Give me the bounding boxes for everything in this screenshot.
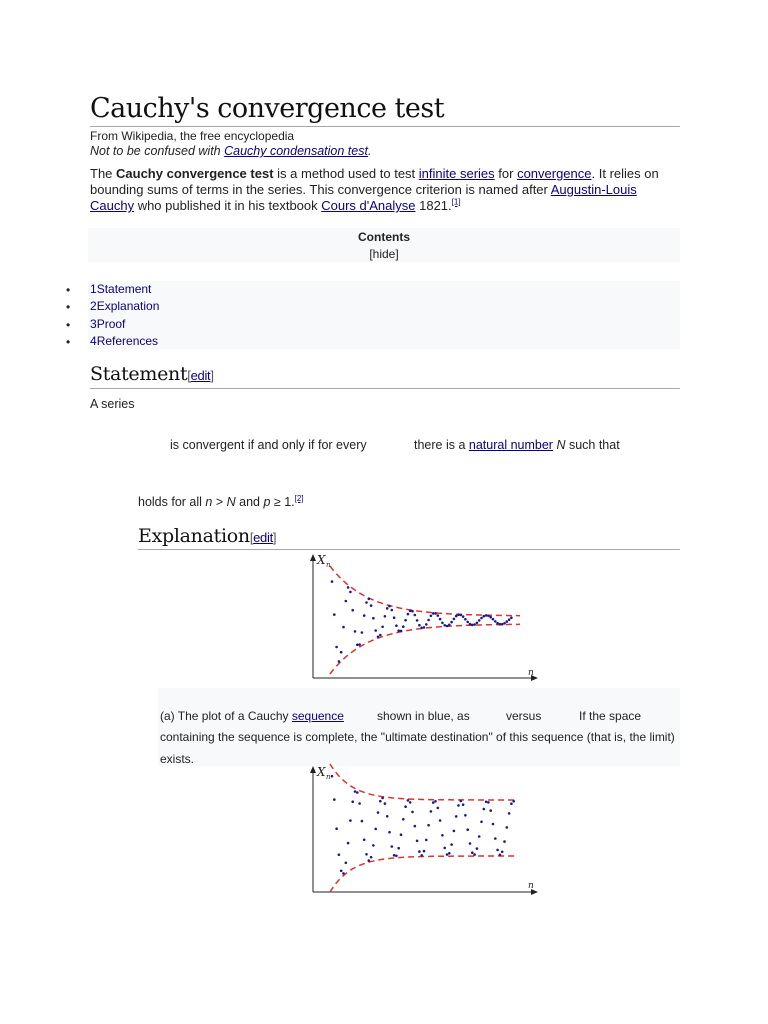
link-sequence[interactable]: sequence xyxy=(291,709,344,723)
sequence-point xyxy=(345,862,348,865)
toc-item-references[interactable]: 4References xyxy=(90,334,159,348)
sequence-point xyxy=(441,834,444,837)
toc-item-explanation[interactable]: 2Explanation xyxy=(90,299,160,313)
sequence-point xyxy=(395,624,398,627)
sequence-point xyxy=(503,622,506,625)
statement-line-1: A series xyxy=(90,397,135,411)
sequence-point xyxy=(358,643,361,646)
sequence-point xyxy=(434,800,437,803)
sequence-point xyxy=(414,825,417,828)
sequence-point xyxy=(338,660,341,663)
sequence-point xyxy=(453,618,456,621)
y-axis-subscript: n xyxy=(326,561,331,569)
y-axis-subscript: n xyxy=(326,773,331,781)
link-infinite-series[interactable]: infinite series xyxy=(418,166,495,181)
sequence-point xyxy=(377,636,380,639)
sequence-point xyxy=(414,614,417,617)
upper-bound-curve xyxy=(330,764,518,800)
sequence-point xyxy=(409,610,412,613)
sequence-point xyxy=(476,847,479,850)
sequence-points xyxy=(331,580,513,662)
sequence-point xyxy=(478,835,481,838)
sequence-point xyxy=(510,617,513,620)
sequence-point xyxy=(494,620,497,623)
sequence-point xyxy=(478,619,481,622)
sequence-point xyxy=(379,800,382,803)
sequence-point xyxy=(439,618,442,621)
toc-list xyxy=(88,281,680,349)
toc-item-statement[interactable]: 1Statement xyxy=(90,282,152,296)
sequence-point xyxy=(416,619,419,622)
sequence-point xyxy=(420,854,423,857)
sequence-point xyxy=(425,839,428,842)
statement-line-2a: is convergent if and only if for every xyxy=(170,438,367,452)
sequence-point xyxy=(460,614,463,617)
sequence-point xyxy=(430,615,433,618)
hatnote-link[interactable]: Cauchy condensation test xyxy=(224,144,368,158)
sequence-point xyxy=(501,623,504,626)
sequence-point xyxy=(448,852,451,855)
y-axis-label: X xyxy=(317,765,326,779)
sequence-point xyxy=(368,859,371,862)
lead-text: The xyxy=(90,166,117,181)
figure-caption xyxy=(158,688,680,766)
cauchy-sequence-plot xyxy=(300,552,550,686)
explanation-edit: [edit] xyxy=(249,530,277,545)
statement-heading xyxy=(90,363,214,385)
link-convergence[interactable]: convergence xyxy=(517,166,592,181)
sequence-point xyxy=(347,842,350,845)
sequence-point xyxy=(487,801,490,804)
sequence-point xyxy=(374,828,377,831)
sequence-point xyxy=(379,634,382,637)
sequence-point xyxy=(443,624,446,627)
sequence-point xyxy=(483,808,486,811)
sequence-point xyxy=(363,839,366,842)
statement-line-3: holds for all n > N and p ≥ 1.[2] xyxy=(138,493,304,509)
caption-line-1d: If the space xyxy=(579,709,642,723)
sequence-point xyxy=(460,800,463,803)
sequence-point xyxy=(351,800,354,803)
sequence-point xyxy=(411,610,414,613)
y-axis-label: X xyxy=(317,553,326,567)
sequence-point xyxy=(342,872,345,875)
section-divider xyxy=(90,388,680,389)
lead-text: 1821. xyxy=(415,198,452,213)
sequence-point xyxy=(340,651,343,654)
sequence-point xyxy=(450,621,453,624)
sequence-point xyxy=(404,805,407,808)
sequence-point xyxy=(400,833,403,836)
sequence-point xyxy=(489,809,492,812)
sequence-point xyxy=(473,853,476,856)
sequence-point xyxy=(391,609,394,612)
sequence-point xyxy=(363,614,366,617)
sequence-point xyxy=(365,853,368,856)
sequence-point xyxy=(450,843,453,846)
sequence-point xyxy=(361,631,364,634)
lead-text: who published it in his textbook xyxy=(134,198,322,213)
sequence-point xyxy=(503,840,506,843)
sequence-point xyxy=(349,591,352,594)
sequence-point xyxy=(455,815,458,818)
sequence-point xyxy=(423,850,426,853)
explanation-heading-text: Explanation xyxy=(138,525,250,547)
sequence-point xyxy=(423,626,426,629)
hatnote xyxy=(90,144,371,158)
sequence-point xyxy=(464,814,467,817)
explanation-heading xyxy=(138,525,276,547)
sequence-point xyxy=(506,620,509,623)
sequence-point xyxy=(464,618,467,621)
sequence-point xyxy=(462,803,465,806)
sequence-point xyxy=(354,790,357,793)
sequence-point xyxy=(473,623,476,626)
sequence-point xyxy=(487,615,490,618)
sequence-point xyxy=(457,804,460,807)
sequence-point xyxy=(492,823,495,826)
sequence-point xyxy=(457,613,460,616)
sequence-point xyxy=(393,616,396,619)
sequence-point xyxy=(377,811,380,814)
sequence-point xyxy=(485,801,488,804)
sequence-point xyxy=(427,619,430,622)
sequence-point xyxy=(331,580,334,583)
sequence-point xyxy=(407,613,410,616)
sequence-point xyxy=(384,802,387,805)
sequence-point xyxy=(425,623,428,626)
sequence-point xyxy=(354,630,357,633)
caption-line-1a: (a) The plot of a Cauchy sequence xyxy=(160,709,344,723)
sequence-point xyxy=(333,798,336,801)
sequence-point xyxy=(501,851,504,854)
sequence-point xyxy=(496,622,499,625)
sequence-point xyxy=(448,624,451,627)
link-augustin-louis-cauchy[interactable]: Augustin-Louis Cauchy xyxy=(90,182,637,213)
sequence-point xyxy=(381,797,384,800)
statement-edit-link[interactable]: edit xyxy=(190,368,211,383)
sequence-point xyxy=(388,605,391,608)
sequence-point xyxy=(400,630,403,633)
toc-bullet: • xyxy=(66,300,71,314)
toc-bullet: • xyxy=(66,318,71,332)
toc-item-proof[interactable]: 3Proof xyxy=(90,317,126,331)
sequence-point xyxy=(386,607,389,610)
sequence-point xyxy=(356,791,359,794)
sequence-point xyxy=(333,613,336,616)
sequence-point xyxy=(469,842,472,845)
caption-line-2: containing the sequence is complete, the "ultimate destination" of this sequence (that is, the limit) xyxy=(160,730,675,744)
sequence-point xyxy=(439,819,442,822)
sequence-point xyxy=(397,847,400,850)
x-axis-label: n xyxy=(528,668,534,678)
sequence-point xyxy=(489,616,492,619)
caption-line-3: exists. xyxy=(160,752,195,766)
sequence-point xyxy=(340,870,343,873)
sequence-point xyxy=(453,830,456,833)
statement-line-2b: there is a natural number N such that xyxy=(414,438,620,452)
sequence-point xyxy=(381,626,384,629)
lead-bold-term: Cauchy convergence test xyxy=(116,166,274,181)
sequence-point xyxy=(430,810,433,813)
sequence-points xyxy=(331,775,515,875)
y-axis-arrow xyxy=(310,766,316,773)
sequence-point xyxy=(499,623,502,626)
sequence-point xyxy=(506,826,509,829)
sequence-point xyxy=(420,627,423,630)
sequence-point xyxy=(469,623,472,626)
sequence-point xyxy=(368,598,371,601)
sequence-point xyxy=(480,821,483,824)
sequence-point xyxy=(335,827,338,830)
statement-edit: [edit] xyxy=(187,368,214,383)
sequence-point xyxy=(512,800,515,803)
toc-bullet: • xyxy=(66,283,71,297)
sequence-point xyxy=(499,854,502,857)
sequence-point xyxy=(370,604,373,607)
sequence-point xyxy=(418,850,421,853)
sequence-point xyxy=(476,622,479,625)
page-title: Cauchy's convergence test xyxy=(90,93,445,124)
sequence-point xyxy=(434,612,437,615)
sequence-point xyxy=(365,601,368,604)
sequence-point xyxy=(480,617,483,620)
lower-bound-curve xyxy=(330,624,520,674)
reference-1-link[interactable]: [1] xyxy=(451,197,461,207)
sequence-point xyxy=(508,618,511,621)
lead-paragraph xyxy=(90,166,680,214)
sequence-point xyxy=(510,802,513,805)
sequence-point xyxy=(441,622,444,625)
caption-line-1c: versus xyxy=(506,709,542,723)
title-divider xyxy=(90,126,680,127)
sequence-point xyxy=(331,775,334,778)
sequence-point xyxy=(418,624,421,627)
sequence-point xyxy=(358,802,361,805)
sequence-point xyxy=(402,818,405,821)
sequence-point xyxy=(443,847,446,850)
sequence-point xyxy=(395,855,398,858)
sequence-point xyxy=(496,849,499,852)
sequence-point xyxy=(411,811,414,814)
sequence-point xyxy=(374,629,377,632)
sequence-point xyxy=(384,615,387,618)
sequence-point xyxy=(342,626,345,629)
sequence-point xyxy=(494,837,497,840)
sequence-point xyxy=(338,853,341,856)
sequence-point xyxy=(409,801,412,804)
upper-bound-curve xyxy=(330,566,520,616)
sequence-point xyxy=(437,807,440,810)
sequence-point xyxy=(466,621,469,624)
section-divider xyxy=(138,549,680,550)
sequence-point xyxy=(335,646,338,649)
link-natural-number[interactable]: natural number xyxy=(468,438,553,452)
sequence-point xyxy=(427,824,430,827)
lead-text: is a method used to test xyxy=(273,166,419,181)
sequence-point xyxy=(345,600,348,603)
sequence-point xyxy=(483,615,486,618)
sequence-point xyxy=(361,820,364,823)
reference-2-link[interactable]: [2] xyxy=(294,493,304,503)
sequence-point xyxy=(455,615,458,618)
non-cauchy-sequence-plot xyxy=(300,762,550,896)
sequence-point xyxy=(351,609,354,612)
lower-bound-curve xyxy=(330,856,518,892)
sequence-point xyxy=(432,801,435,804)
explanation-edit-link[interactable]: edit xyxy=(253,530,273,545)
site-tagline: From Wikipedia, the free encyclopedia xyxy=(90,129,295,143)
sequence-point xyxy=(407,799,410,802)
sequence-point xyxy=(386,815,389,818)
sequence-point xyxy=(485,614,488,617)
hatnote-suffix: . xyxy=(367,144,372,158)
x-axis-label: n xyxy=(528,881,534,891)
sequence-point xyxy=(432,612,435,615)
sequence-point xyxy=(349,819,352,822)
sequence-point xyxy=(372,617,375,620)
sequence-point xyxy=(492,618,495,621)
toc-header xyxy=(88,228,680,262)
y-axis-arrow xyxy=(310,554,316,561)
sequence-point xyxy=(388,831,391,834)
sequence-point xyxy=(391,845,394,848)
sequence-point xyxy=(471,624,474,627)
sequence-point xyxy=(437,614,440,617)
sequence-point xyxy=(393,854,396,857)
sequence-point xyxy=(347,586,350,589)
sequence-point xyxy=(372,844,375,847)
toc-bullet: • xyxy=(66,335,71,349)
sequence-point xyxy=(471,851,474,854)
caption-line-1b: shown in blue, as xyxy=(377,709,470,723)
toc-title: Contents xyxy=(358,230,410,244)
sequence-point xyxy=(370,856,373,859)
sequence-point xyxy=(446,625,449,628)
statement-heading-text: Statement xyxy=(90,363,188,385)
sequence-point xyxy=(397,629,400,632)
lead-text: for xyxy=(494,166,518,181)
lead-text: . It relies on bounding sums of terms in the series. This convergence criterion is named after xyxy=(90,166,659,197)
sequence-point xyxy=(446,853,449,856)
link-cours-d-analyse[interactable]: Cours d'Analyse xyxy=(321,198,416,213)
toc-hide-toggle[interactable]: [hide] xyxy=(369,247,399,261)
sequence-point xyxy=(466,828,469,831)
sequence-point xyxy=(462,615,465,618)
sequence-point xyxy=(404,619,407,622)
sequence-point xyxy=(416,840,419,843)
hatnote-prefix: Not to be confused with xyxy=(90,144,225,158)
sequence-point xyxy=(508,812,511,815)
sequence-point xyxy=(402,625,405,628)
sequence-point xyxy=(356,644,359,647)
